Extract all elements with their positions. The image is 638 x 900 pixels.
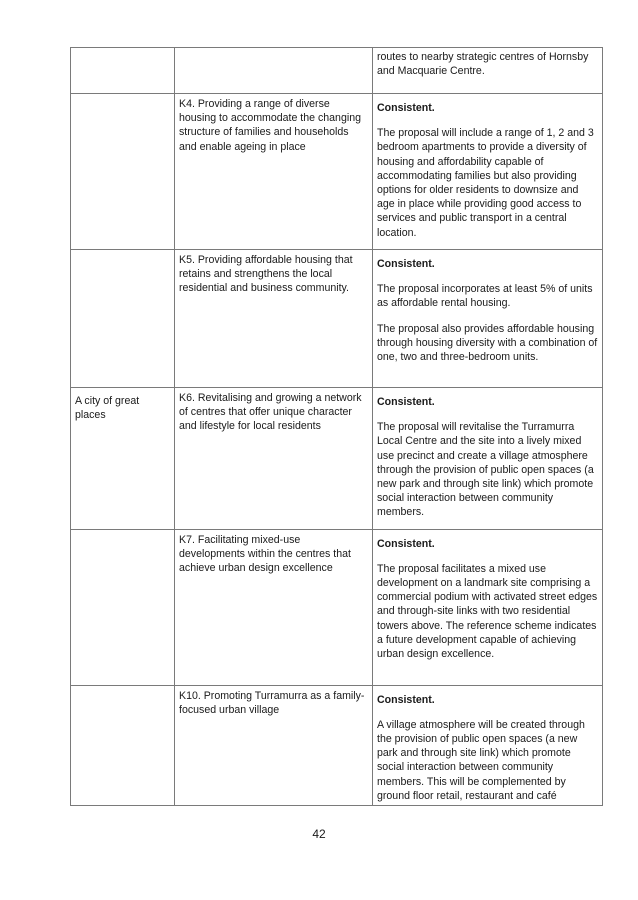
comment-cell	[373, 94, 603, 250]
theme-cell	[71, 250, 175, 388]
consistency-table	[70, 47, 603, 806]
comment-cell	[373, 48, 603, 94]
verdict-label: Consistent.	[377, 258, 435, 270]
page-number: 42	[312, 827, 326, 841]
objective-cell	[175, 48, 373, 94]
comment-paragraph: The proposal facilitates a mixed use development on a landmark site comprising a commercial podium with activated street edges and through-site links with two residential towers above. The reference scheme indicates a future development capable of achieving urban design excellence.	[377, 562, 598, 661]
objective-cell: K5. Providing affordable housing that retains and strengthens the local residential and business community.	[175, 250, 373, 388]
comment-cell	[373, 685, 603, 805]
theme-cell: A city of great places	[71, 388, 175, 530]
table-row	[71, 94, 603, 250]
comment-paragraph: The proposal also provides affordable housing through housing diversity with a combination of one, two and three-bedroom units.	[377, 322, 598, 364]
table-row	[71, 250, 603, 388]
comment-paragraph: routes to nearby strategic centres of Hornsby and Macquarie Centre.	[377, 51, 589, 78]
verdict-label: Consistent.	[377, 396, 435, 408]
theme-cell	[71, 94, 175, 250]
table-row	[71, 388, 603, 530]
theme-cell	[71, 685, 175, 805]
comment-cell	[373, 250, 603, 388]
verdict-label: Consistent.	[377, 537, 435, 550]
table-row	[71, 529, 603, 685]
table-row	[71, 685, 603, 805]
comment-paragraph: The proposal will include a range of 1, 2 and 3 bedroom apartments to provide a diversity of housing and affordability capable of accommodating families but also providing options for older residents to downsize and age in place while providing good access to services and public transport in a central location.	[377, 127, 594, 239]
table-row	[71, 48, 603, 94]
objective-cell: K7. Facilitating mixed-use developments within the centres that achieve urban design excellence	[175, 529, 373, 685]
objective-cell: K10. Promoting Turramurra as a family-focused urban village	[175, 685, 373, 805]
verdict-label: Consistent.	[377, 693, 435, 706]
comment-paragraph: A village atmosphere will be created through the provision of public open spaces (a new park and through site link) which promote social interaction between community members. This will be complemented by ground floor retail, restaurant and café	[377, 718, 585, 802]
objective-cell: K6. Revitalising and growing a network of centres that offer unique character and lifestyle for local residents	[175, 388, 373, 530]
comment-paragraph: The proposal will revitalise the Turramurra Local Centre and the site into a lively mixed use precinct and create a village atmosphere through the provision of public open spaces (a new park and through site link) which promote social interaction between community members.	[377, 421, 594, 519]
theme-cell	[71, 529, 175, 685]
theme-cell	[71, 48, 175, 94]
verdict-label: Consistent.	[377, 102, 435, 114]
comment-cell	[373, 388, 603, 530]
objective-cell: K4. Providing a range of diverse housing to accommodate the changing structure of families and households and enable ageing in place	[175, 94, 373, 250]
comment-cell	[373, 529, 603, 685]
comment-paragraph: The proposal incorporates at least 5% of units as affordable rental housing.	[377, 283, 593, 310]
